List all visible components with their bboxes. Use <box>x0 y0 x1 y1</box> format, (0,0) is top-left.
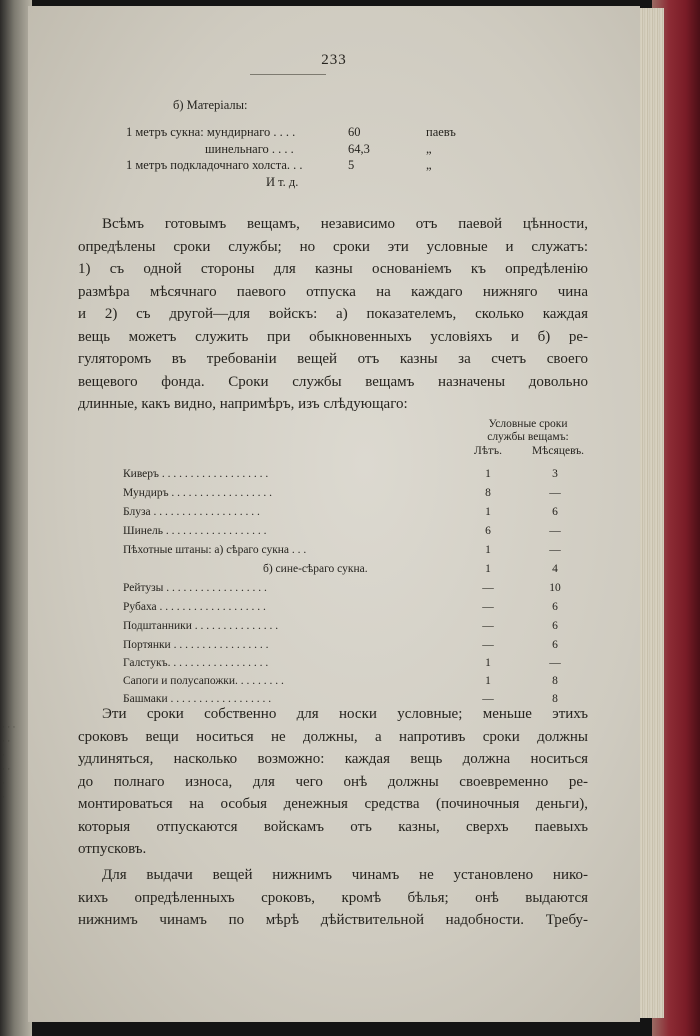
service-terms-table <box>123 418 603 705</box>
text-line: гуляторомъ въ требованіи вещей отъ казны за счетъ своего <box>78 351 588 367</box>
paragraph-terms-conditional <box>78 703 588 861</box>
text-line: до полнаго износа, для чего онѣ должны своевременно ре- <box>78 773 588 790</box>
table-years: 1 <box>485 675 491 687</box>
paragraph-service-terms <box>78 213 588 416</box>
table-item: Сапоги и полусапожки. . . . . . . . . <box>123 675 284 687</box>
table-months: — <box>549 487 561 499</box>
text-line: сроковъ вещи носиться не должны, а напротивъ сроки должны <box>78 728 588 745</box>
materials-label: 1 метръ сукна: мундирнаго . . . . <box>126 125 296 139</box>
table-months: 6 <box>552 639 558 651</box>
materials-unit: паевъ <box>426 125 456 139</box>
table-months: 4 <box>552 563 558 575</box>
text-line: 1) съ одной стороны для казны основаніемъ къ опредѣленію <box>78 261 588 277</box>
table-item: Портянки . . . . . . . . . . . . . . . . . <box>123 639 269 651</box>
adjacent-page-marks: · · · · · · · · · · <box>2 722 16 802</box>
table-years: — <box>482 582 494 594</box>
text-line: отпусковъ. <box>78 841 147 857</box>
table-years: 8 <box>485 487 491 499</box>
table-years: — <box>482 620 494 632</box>
table-item: Рубаха . . . . . . . . . . . . . . . . . . . <box>123 601 266 613</box>
table-row <box>123 544 603 561</box>
paragraph-issuance <box>78 864 588 932</box>
table-row <box>123 657 603 674</box>
text-line: и 2) съ другой—для войскъ: а) показателемъ, сколько каждая <box>78 306 588 322</box>
table-item: б) сине-сѣраго сукна. <box>263 563 368 575</box>
text-line: вещевого фонда. Сроки службы вещамъ назначены довольно <box>78 373 588 390</box>
text-line: монтироваться на особыя денежныя средства (починочныя деньги), <box>78 796 588 812</box>
table-months: — <box>549 544 561 556</box>
table-item: Киверъ . . . . . . . . . . . . . . . . . . . <box>123 468 269 480</box>
text-line: Для выдачи вещей нижнимъ чинамъ не установлено нико- <box>102 867 588 883</box>
table-months: 10 <box>549 582 561 594</box>
text-line: Всѣмъ готовымъ вещамъ, независимо отъ паевой цѣнности, <box>102 216 588 232</box>
table-item: Пѣхотные штаны: а) сѣраго сукна . . . <box>123 544 307 556</box>
text-line: длинные, какъ видно, напримѣръ, изъ слѣдующаго: <box>78 396 408 412</box>
book-page <box>28 6 640 1022</box>
materials-qty: 5 <box>348 158 355 172</box>
materials-row <box>28 175 640 193</box>
text-line: вещь можетъ служить при обыкновенныхъ условіяхъ и б) ре- <box>78 328 588 345</box>
table-months: — <box>549 525 561 537</box>
table-years: 1 <box>485 563 491 575</box>
table-row <box>123 506 603 523</box>
table-row <box>123 487 603 504</box>
materials-unit: „ <box>426 142 432 156</box>
text-line: размѣра мѣсячнаго паевого отпуска на каждаго нижняго чина <box>78 283 588 300</box>
table-item: Башмаки . . . . . . . . . . . . . . . . . . <box>123 693 272 705</box>
table-months: 3 <box>552 468 558 480</box>
table-months: 6 <box>552 620 558 632</box>
table-item: Блуза . . . . . . . . . . . . . . . . . . . <box>123 506 260 518</box>
materials-row <box>28 158 640 176</box>
table-years: 1 <box>485 544 491 556</box>
table-item: Шинель . . . . . . . . . . . . . . . . . . <box>123 525 267 537</box>
materials-label: 1 метръ подкладочнаго холста. . . <box>126 158 303 172</box>
table-row <box>123 582 603 599</box>
text-line: опредѣлены сроки службы; но сроки эти условные и служатъ: <box>78 238 588 255</box>
table-col-months: Мѣсяцевъ. <box>531 445 585 457</box>
table-item: Мундиръ . . . . . . . . . . . . . . . . . . <box>123 487 273 499</box>
table-months: 6 <box>552 506 558 518</box>
table-header-line: Условные сроки <box>488 418 568 430</box>
page-number: 233 <box>321 52 347 68</box>
materials-row <box>28 125 640 143</box>
table-years: 6 <box>485 525 491 537</box>
table-years: — <box>482 639 494 651</box>
table-row <box>123 601 603 618</box>
table-header-line: службы вещамъ: <box>487 431 569 443</box>
table-row <box>123 620 603 637</box>
table-years: 1 <box>485 468 491 480</box>
table-header-title <box>453 418 603 444</box>
table-months: 8 <box>552 675 558 687</box>
table-months: 8 <box>552 693 558 705</box>
materials-heading: б) Матеріалы: <box>173 98 248 112</box>
table-item: Рейтузы . . . . . . . . . . . . . . . . . . <box>123 582 267 594</box>
table-months: 6 <box>552 601 558 613</box>
table-years: — <box>482 693 494 705</box>
table-years: — <box>482 601 494 613</box>
table-years: 1 <box>485 506 491 518</box>
text-line: удлиняться, насколько возможно: каждая вещь должна носиться <box>78 751 588 767</box>
table-col-years: Лѣтъ. <box>474 445 502 457</box>
table-years: 1 <box>485 657 491 669</box>
table-months: — <box>549 657 561 669</box>
table-row <box>123 468 603 485</box>
table-row <box>123 639 603 656</box>
materials-label: шинельнаго . . . . <box>205 142 294 156</box>
table-row <box>123 563 603 580</box>
text-line: нижнимъ чинамъ по мѣрѣ дѣйствительной надобности. Требу- <box>78 912 588 928</box>
materials-unit: „ <box>426 158 432 172</box>
table-row <box>123 675 603 692</box>
materials-label: И т. д. <box>266 175 299 189</box>
text-line: которыя отпускаются войскамъ отъ казны, сверхъ паевыхъ <box>78 818 588 835</box>
table-row <box>123 525 603 542</box>
text-line: кихъ опредѣленныхъ сроковъ, кромѣ бѣлья; онѣ выдаются <box>78 889 588 906</box>
materials-qty: 60 <box>348 125 361 139</box>
table-item: Подштанники . . . . . . . . . . . . . . . <box>123 620 279 632</box>
text-line: Эти сроки собственно для носки условные; меньше этихъ <box>102 706 588 722</box>
page-number-rule <box>250 74 326 75</box>
materials-qty: 64,3 <box>348 142 370 156</box>
page-stack-edge <box>638 8 664 1018</box>
table-item: Галстукъ. . . . . . . . . . . . . . . . . . <box>123 657 269 669</box>
